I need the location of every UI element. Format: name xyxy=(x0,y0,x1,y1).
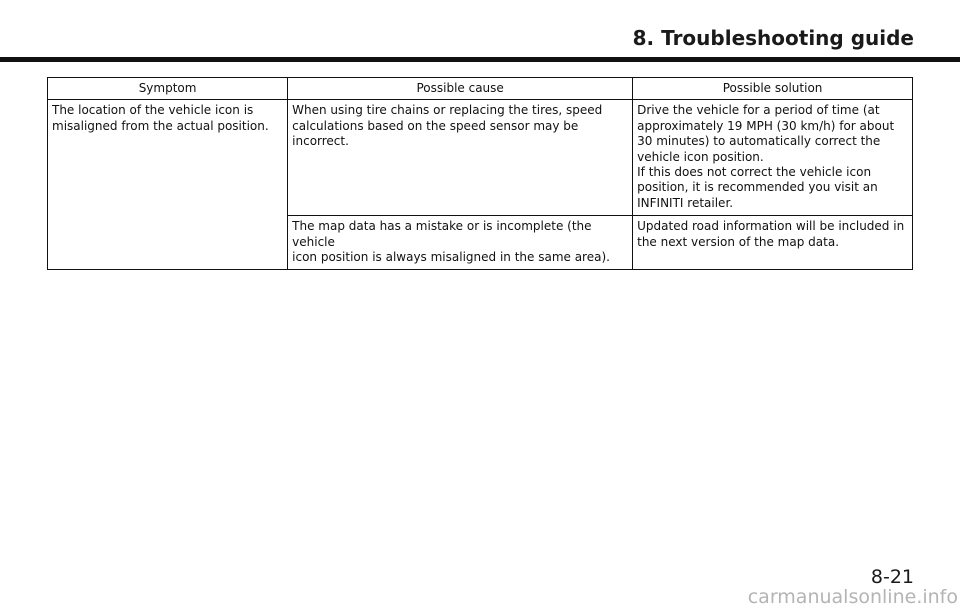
table-row xyxy=(48,100,913,216)
cause-line: calculations based on the speed sensor may be incorrect. xyxy=(292,118,579,149)
cause-line: The map data has a mistake or is incomplete (the vehicle xyxy=(292,219,592,249)
watermark: carmanualsonline.info xyxy=(747,586,958,608)
symptom-line: The location of the vehicle icon is xyxy=(52,103,254,118)
solution-cell xyxy=(633,216,913,270)
solution-line: position, it is recommended you visit an xyxy=(637,180,878,195)
cause-line: When using tire chains or replacing the tires, speed xyxy=(292,103,603,118)
solution-line: Drive the vehicle for a period of time (at xyxy=(637,103,880,118)
solution-line: Updated road information will be included in xyxy=(637,219,905,234)
troubleshooting-table xyxy=(47,77,913,270)
header-rule xyxy=(0,57,960,62)
solution-line: approximately 19 MPH (30 km/h) for about xyxy=(637,118,895,133)
solution-line: INFINITI retailer. xyxy=(637,195,734,210)
page-number: 8-21 xyxy=(870,566,914,588)
symptom-line: misaligned from the actual position. xyxy=(52,118,269,133)
column-header-cause: Possible cause xyxy=(288,78,633,100)
symptom-cell xyxy=(48,100,288,270)
column-header-solution: Possible solution xyxy=(633,78,913,100)
cause-cell xyxy=(288,216,633,270)
solution-line: If this does not correct the vehicle icon xyxy=(637,165,872,180)
solution-line: vehicle icon position. xyxy=(637,149,764,164)
cause-cell xyxy=(288,100,633,216)
section-title: 8. Troubleshooting guide xyxy=(632,26,914,50)
solution-cell xyxy=(633,100,913,216)
column-header-symptom: Symptom xyxy=(48,78,288,100)
solution-line: 30 minutes) to automatically correct the xyxy=(637,134,881,149)
cause-line: icon position is always misaligned in the same area). xyxy=(292,250,610,265)
solution-line: the next version of the map data. xyxy=(637,234,840,249)
table-header-row xyxy=(48,78,913,100)
